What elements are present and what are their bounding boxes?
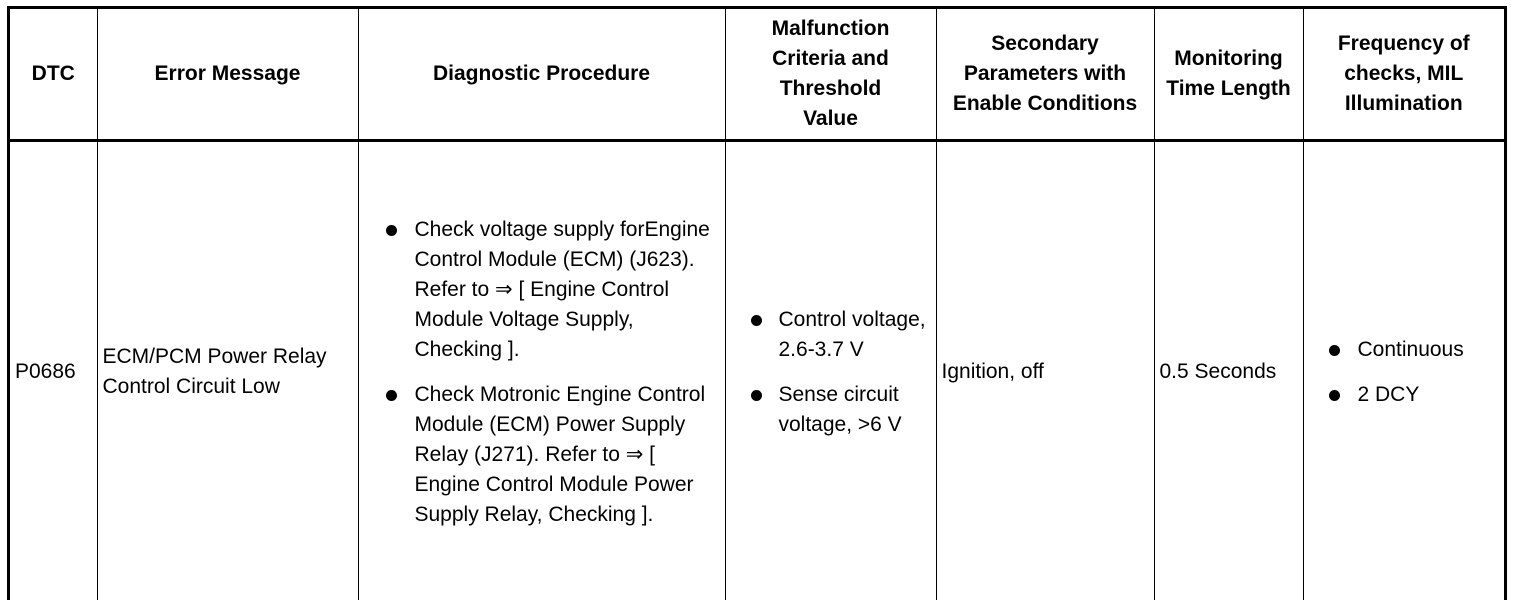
criteria-item: Sense circuit voltage, >6 V (731, 380, 931, 440)
cell-diagnostic-procedure (358, 140, 725, 600)
header-dtc: DTC (10, 9, 97, 140)
dtc-document (7, 6, 1507, 600)
cell-frequency (1303, 140, 1504, 600)
frequency-list (1309, 335, 1500, 410)
criteria-item: Control voltage, 2.6-3.7 V (731, 305, 931, 365)
header-error-message: Error Message (97, 9, 358, 140)
frequency-item: Continuous (1309, 335, 1500, 365)
procedure-list (364, 215, 720, 530)
cell-secondary-parameters: Ignition, off (936, 140, 1154, 600)
header-monitoring-time: Monitoring Time Length (1154, 9, 1303, 140)
header-secondary-parameters: Secondary Parameters with Enable Conditions (936, 9, 1154, 140)
dtc-table (10, 9, 1504, 600)
procedure-step: Check voltage supply forEngine Control Module (ECM) (J623). Refer to ⇒ [ Engine Control Module Voltage Supply, Checking ]. (364, 215, 720, 365)
cell-error-message: ECM/PCM Power Relay Control Circuit Low (97, 140, 358, 600)
cell-malfunction-criteria (725, 140, 936, 600)
cell-monitoring-time: 0.5 Seconds (1154, 140, 1303, 600)
header-malfunction-criteria: Malfunction Criteria and Threshold Value (725, 9, 936, 140)
header-diagnostic-procedure: Diagnostic Procedure (358, 9, 725, 140)
procedure-step: Check Motronic Engine Control Module (ECM) Power Supply Relay (J271). Refer to ⇒ [ Engine Control Module Power Supply Relay, Checking ]. (364, 380, 720, 530)
criteria-list (731, 305, 931, 440)
header-frequency: Frequency of checks, MIL Illumination (1303, 9, 1504, 140)
table-row (10, 140, 1504, 600)
header-row (10, 9, 1504, 140)
frequency-item: 2 DCY (1309, 380, 1500, 410)
cell-dtc: P0686 (10, 140, 97, 600)
